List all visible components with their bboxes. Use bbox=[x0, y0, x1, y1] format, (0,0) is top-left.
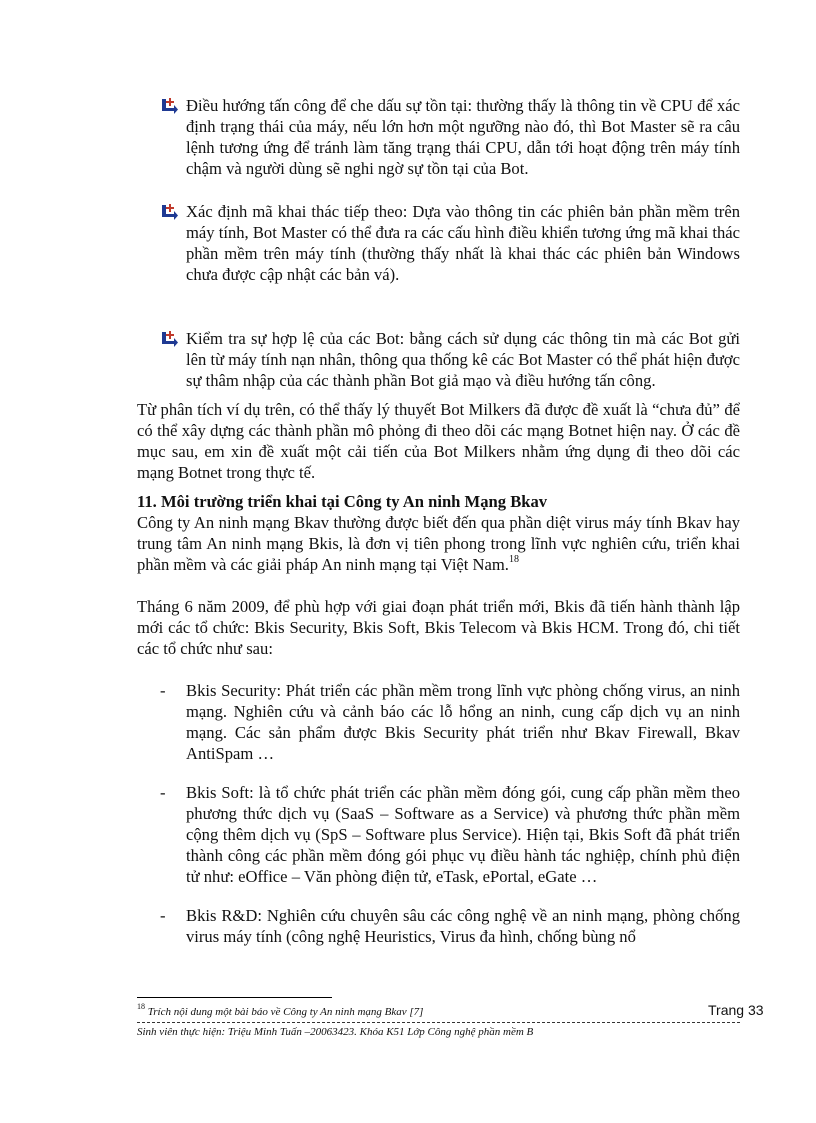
conclusion-paragraph: Từ phân tích ví dụ trên, có thể thấy lý thuyết Bot Milkers đã được đề xuất là “chưa đủ” để có thể xây dựng các thành phần mô phỏng đi theo dõi các mạng Botnet hiện nay. Ở các đề mục sau, em xin đề xuất một cải tiến của Bot Milkers nhằm ứng dụng đi theo dõi các mạng Botnet trong thực tế. bbox=[137, 400, 740, 482]
footnote-reference[interactable]: 18 bbox=[508, 554, 519, 566]
page-number: Trang 33 bbox=[708, 1002, 764, 1018]
bullet-text: Kiểm tra sự hợp lệ của các Bot: bằng cách sử dụng các thông tin mà các Bot gửi lên từ máy tính nạn nhân, thông qua thống kê các Bot Master có thể phát hiện được sự thâm nhập của các thành phần Bot giả mạo và điều hướng tấn công. bbox=[186, 329, 740, 390]
june-paragraph: Tháng 6 năm 2009, để phù hợp với giai đoạn phát triển mới, Bkis đã tiến hành thành lập mới các tổ chức: Bkis Security, Bkis Soft, Bkis Telecom và Bkis HCM. Trong đó, chi tiết các tổ chức như sau: bbox=[137, 597, 740, 658]
plus-arrow-bullet-icon bbox=[160, 203, 178, 221]
footnote bbox=[137, 1002, 424, 1019]
dash-marker: - bbox=[160, 681, 166, 700]
footnote-number: 18 bbox=[137, 1002, 145, 1012]
footer-divider bbox=[137, 1022, 740, 1023]
page-footer: Sinh viên thực hiện: Triệu Minh Tuấn –20063423. Khóa K51 Lớp Công nghệ phần mềm B bbox=[137, 1026, 534, 1038]
list-item bbox=[137, 905, 740, 947]
list-item bbox=[137, 782, 740, 887]
plus-arrow-bullet-icon bbox=[160, 97, 178, 115]
list-item-text: Bkis R&D: Nghiên cứu chuyên sâu các công nghệ về an ninh mạng, phòng chống virus máy tính (công nghệ Heuristics, Virus đa hình, chống bùng nổ bbox=[186, 906, 740, 946]
dash-marker: - bbox=[160, 783, 166, 802]
dash-marker: - bbox=[160, 906, 166, 925]
bullet-item bbox=[137, 95, 740, 179]
list-item bbox=[137, 680, 740, 764]
bullet-item bbox=[137, 328, 740, 391]
section-intro-text: Công ty An ninh mạng Bkav thường được biết đến qua phần diệt virus máy tính Bkav hay trung tâm An ninh mạng Bkis, là đơn vị tiên phong trong lĩnh vực nghiên cứu, triển khai phần mềm và các giải pháp An ninh mạng tại Việt Nam. bbox=[137, 513, 740, 574]
footnote-text: Trích nội dung một bài báo về Công ty An ninh mạng Bkav [7] bbox=[147, 1006, 424, 1018]
footnote-separator bbox=[137, 997, 332, 998]
plus-arrow-bullet-icon bbox=[160, 330, 178, 348]
list-item-text: Bkis Soft: là tổ chức phát triển các phần mềm đóng gói, cung cấp phần mềm theo phương thức dịch vụ (SaaS – Software as a Service) và phương thức phần mềm cộng thêm dịch vụ (SpS – Software plus Service). Hiện tại, Bkis Soft đã phát triển thành công các phần mềm đóng gói phục vụ điều hành tác nghiệp, chính phủ điện tử như: eOffice – Văn phòng điện tử, eTask, ePortal, eGate … bbox=[186, 783, 740, 886]
section-heading: 11. Môi trường triển khai tại Công ty An ninh Mạng Bkav bbox=[137, 492, 548, 511]
bullet-text: Xác định mã khai thác tiếp theo: Dựa vào thông tin các phiên bản phần mềm trên máy tính, Bot Master có thể đưa ra các cấu hình điều khiển tương ứng mã khai thác phần mềm trên máy tính (thường thấy nhất là khai thác các phiên bản Windows chưa được cập nhật các bản vá). bbox=[186, 202, 740, 284]
bullet-text: Điều hướng tấn công để che dấu sự tồn tại: thường thấy là thông tin về CPU để xác định trạng thái của máy, nếu lớn hơn một ngưỡng nào đó, thì Bot Master sẽ ra câu lệnh tương ứng để tránh làm tăng trạng thái CPU, dẫn tới hoạt động trên máy tính chậm và người dùng sẽ nghi ngờ sự tồn tại của Bot. bbox=[186, 96, 740, 178]
list-item-text: Bkis Security: Phát triển các phần mềm trong lĩnh vực phòng chống virus, an ninh mạng. Nghiên cứu và cảnh báo các lỗ hổng an ninh, cung cấp dịch vụ an ninh mạng. Các sản phẩm được Bkis Security phát triển như Bkav Firewall, Bkav AntiSpam … bbox=[186, 681, 740, 763]
section-intro-paragraph bbox=[137, 512, 740, 575]
bullet-item bbox=[137, 201, 740, 285]
page-content bbox=[137, 95, 740, 947]
